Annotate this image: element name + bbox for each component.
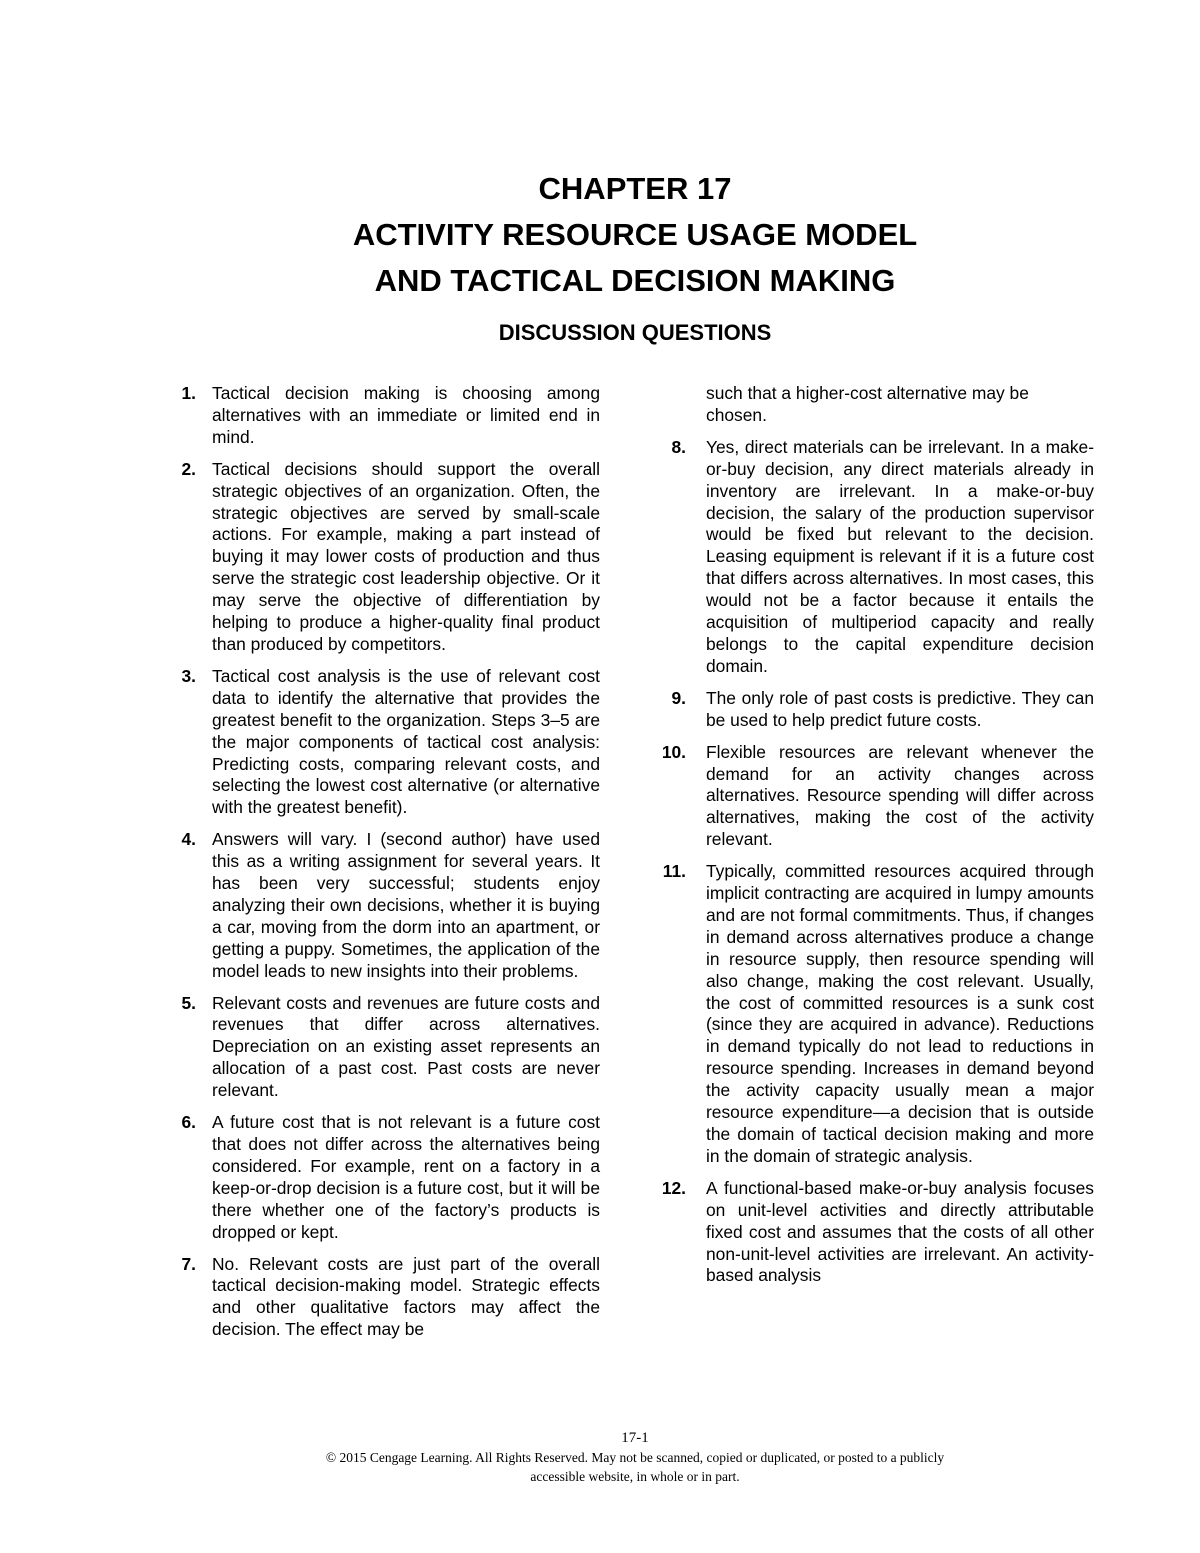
question-number: 11. <box>662 861 686 882</box>
question-text: Tactical cost analysis is the use of relevant cost data to identify the alternative that provides the greatest benefit to the organization. Steps 3–5 are the major components of tactical cost analysis: Predicting costs, comparing relevant costs, and selecting the lowest cost alternative (or alternative with the greatest benefit). <box>212 665 600 818</box>
copyright-line-1: © 2015 Cengage Learning. All Rights Reserved. May not be scanned, copied or duplicated, or posted to a publicly <box>325 1450 945 1465</box>
question-text: Relevant costs and revenues are future costs and revenues that differ across alternatives. Depreciation on an existing asset represents an allocation of a past cost. Past costs are never relevant. <box>212 992 600 1101</box>
question-text: Typically, committed resources acquired through implicit contracting are acquired in lumpy amounts and are not formal commitments. Thus, if changes in demand across alternatives produce a change in resource supply, then resource spending will also change, making the cost relevant. Usually, the cost of committed resources is a sunk cost (since they are acquired in advance). Reductions in demand typically do not lead to reductions in resource spending. Increases in demand beyond the activity capacity usually mean a major resource expenditure—a decision that is outside the domain of tactical decision making and more in the domain of strategic analysis. <box>706 861 1094 1166</box>
question-text: No. Relevant costs are just part of the overall tactical decision-making model. Strategic effects and other qualitative factors may affect the decision. The effect may be <box>212 1253 600 1340</box>
question-text: Flexible resources are relevant whenever the demand for an activity changes across alternatives. Resource spending will differ across alternatives, making the cost of the activity relevant. <box>706 741 1094 850</box>
question-number: 1. <box>181 383 196 403</box>
question-text: such that a higher-cost alternative may be chosen. <box>706 383 1029 425</box>
question-item <box>168 1112 600 1243</box>
question-number: 8. <box>671 436 686 457</box>
question-text: Tactical decisions should support the overall strategic objectives of an organization. Often, the strategic objectives are served by small-scale actions. For example, making a part instead of buying it may lower costs of production and thus serve the strategic cost leadership objective. Or it may serve the objective of differentiation by helping to produce a higher-quality final product than produced by competitors. <box>212 458 600 654</box>
page-number: 17-1 <box>621 1430 649 1446</box>
right-column <box>654 383 1094 1297</box>
question-number: 7. <box>181 1253 196 1274</box>
question-number: 2. <box>181 458 196 479</box>
question-item <box>654 861 1094 1168</box>
question-number: 9. <box>671 687 686 708</box>
chapter-title-block <box>0 166 1200 304</box>
question-number: 4. <box>181 829 196 850</box>
question-item <box>654 742 1094 852</box>
question-number: 6. <box>181 1112 196 1133</box>
question-item <box>168 993 600 1103</box>
question-number: 12. <box>661 1177 686 1198</box>
section-heading: DISCUSSION QUESTIONS <box>498 320 772 345</box>
question-item <box>168 666 600 819</box>
question-item <box>654 1178 1094 1288</box>
question-text: A functional-based make-or-buy analysis focuses on unit-level activities and directly attributable fixed cost and assumes that the costs of all other non-unit-level activities are irrelevant. An activity-based analysis <box>706 1177 1094 1286</box>
question-continuation <box>654 383 1094 427</box>
question-number: 10. <box>661 741 686 762</box>
question-text: A future cost that is not relevant is a future cost that does not differ across the alternatives being considered. For example, rent on a factory in a keep-or-drop decision is a future cost, but it will be there whether one of the factory’s products is dropped or kept. <box>212 1112 600 1242</box>
question-number: 3. <box>181 665 196 686</box>
chapter-title-line-2: AND TACTICAL DECISION MAKING <box>374 263 896 298</box>
chapter-number: CHAPTER 17 <box>538 171 732 206</box>
copyright-notice <box>0 1448 1200 1486</box>
question-item <box>168 1254 600 1342</box>
question-item <box>654 688 1094 732</box>
left-column <box>168 383 600 1351</box>
question-text: Answers will vary. I (second author) have used this as a writing assignment for several years. It has been very successful; students enjoy analyzing their own decisions, whether it is buying a car, moving from the dorm into an apartment, or getting a puppy. Sometimes, the application of the model leads to new insights into their problems. <box>212 829 600 981</box>
question-text: Yes, direct materials can be irrelevant. In a make-or-buy decision, any direct materials already in inventory are irrelevant. In a make-or-buy decision, the salary of the production supervisor would be fixed but relevant to the decision. Leasing equipment is relevant if it is a future cost that differs across alternatives. In most cases, this would not be a factor because it entails the acquisition of multiperiod capacity and really belongs to the capital expenditure decision domain. <box>706 436 1094 676</box>
question-number: 5. <box>181 992 196 1013</box>
question-text: The only role of past costs is predictive. They can be used to help predict future costs. <box>706 687 1094 730</box>
chapter-title-line-1: ACTIVITY RESOURCE USAGE MODEL <box>352 217 918 252</box>
question-item <box>654 437 1094 678</box>
question-item <box>168 459 600 656</box>
question-item <box>168 829 600 982</box>
copyright-line-2: accessible website, in whole or in part. <box>530 1469 740 1484</box>
question-text: Tactical decision making is choosing among alternatives with an immediate or limited end in mind. <box>212 383 600 447</box>
question-item <box>168 383 600 449</box>
